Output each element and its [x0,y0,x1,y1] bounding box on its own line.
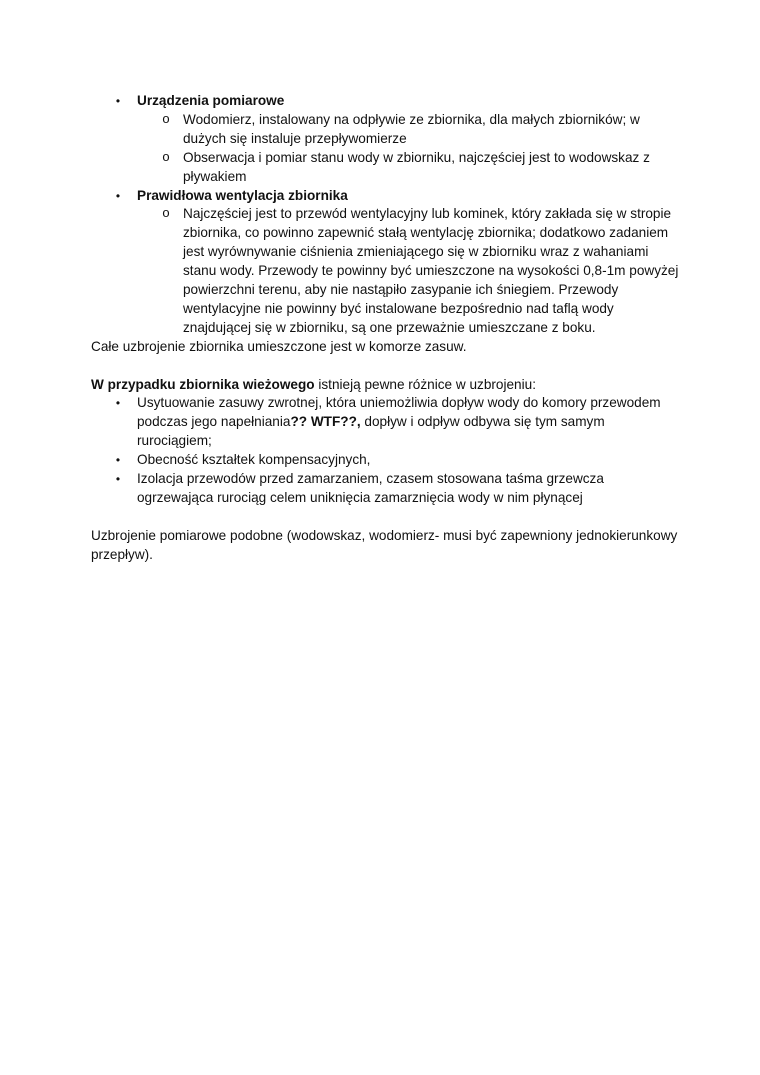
intro-bold: W przypadku zbiornika wieżowego [91,376,315,392]
sub-bullet-marker: o [162,205,170,221]
sub-bullet-text: Najczęściej jest to przewód wentylacyjny lub kominek, który zakłada się w stropie zbiornika, co powinno zapewnić stałą wentylację zbiornika; dodatkowo zadaniem jest wyrównywanie ciśnienia zmieniającego się w zbiorniku wraz z wahaniami stanu wody. Przewody te powinny być umieszczone na wysokości 0,8-1m powyżej powierzchni terenu, aby nie nastąpiło zasypanie ich śniegiem. Przewody wentylacyjne nie powinny być instalowane bezpośrednio nad taflą wody znajdującej się w zbiorniku, są one przeważnie umieszczane z boku. [183,206,679,335]
document-body [91,92,681,565]
sub-bullet-marker: o [162,110,170,126]
bullet-text-bold: ?? WTF??, [290,414,361,430]
sub-bullet-water-meter [91,111,681,149]
bullet-marker: • [115,188,121,203]
bullet-marker: • [115,94,121,108]
bullet-title: Prawidłowa wentylacja zbiornika [137,187,348,203]
bullet-marker: • [115,472,121,487]
bullet-check-valve [91,394,681,451]
paragraph-measuring-fittings: Uzbrojenie pomiarowe podobne (wodowskaz, wodomierz- musi być zapewniony jednokierunkowy przepływ). [91,527,678,562]
sub-bullet-text: Obserwacja i pomiar stanu wody w zbiorniku, najczęściej jest to wodowskaz z pływakiem [183,149,650,184]
sub-bullet-water-level [91,149,681,187]
intro-rest: istnieją pewne różnice w uzbrojeniu: [314,376,536,392]
bullet-measuring-devices [91,92,681,111]
bullet-insulation [91,470,681,508]
bullet-text-part2: dopływ i odpływ odbywa się tym samym rurociągiem; [137,414,605,449]
bullet-marker: • [115,453,121,468]
bullet-compensation [91,451,681,470]
bullet-ventilation [91,187,681,206]
bullet-marker: • [115,396,121,411]
bullet-title: Urządzenia pomiarowe [137,93,285,108]
paragraph-gap [91,357,681,376]
bullet-text-part1: Usytuowanie zasuwy zwrotnej, która uniemożliwia dopływ wody do komory przewodem podczas jego napełniania [137,395,661,430]
paragraph-gap [91,508,681,527]
tower-bullet-list [91,394,681,507]
sub-bullet-text: Wodomierz, instalowany na odpływie ze zbiornika, dla małych zbiorników; w dużych się instaluje przepływomierze [183,111,640,146]
bullet-text: Izolacja przewodów przed zamarzaniem, czasem stosowana taśma grzewcza ogrzewająca rurociąg celem uniknięcia zamarznięcia wody w nim płynącej [137,471,604,506]
paragraph-closing: Całe uzbrojenie zbiornika umieszczone jest w komorze zasuw. [91,338,467,354]
sub-bullet-ventilation-pipe [91,205,681,337]
bullet-text: Obecność kształtek kompensacyjnych, [137,452,371,468]
paragraph-tower-intro [91,376,681,395]
sub-bullet-marker: o [162,148,170,164]
